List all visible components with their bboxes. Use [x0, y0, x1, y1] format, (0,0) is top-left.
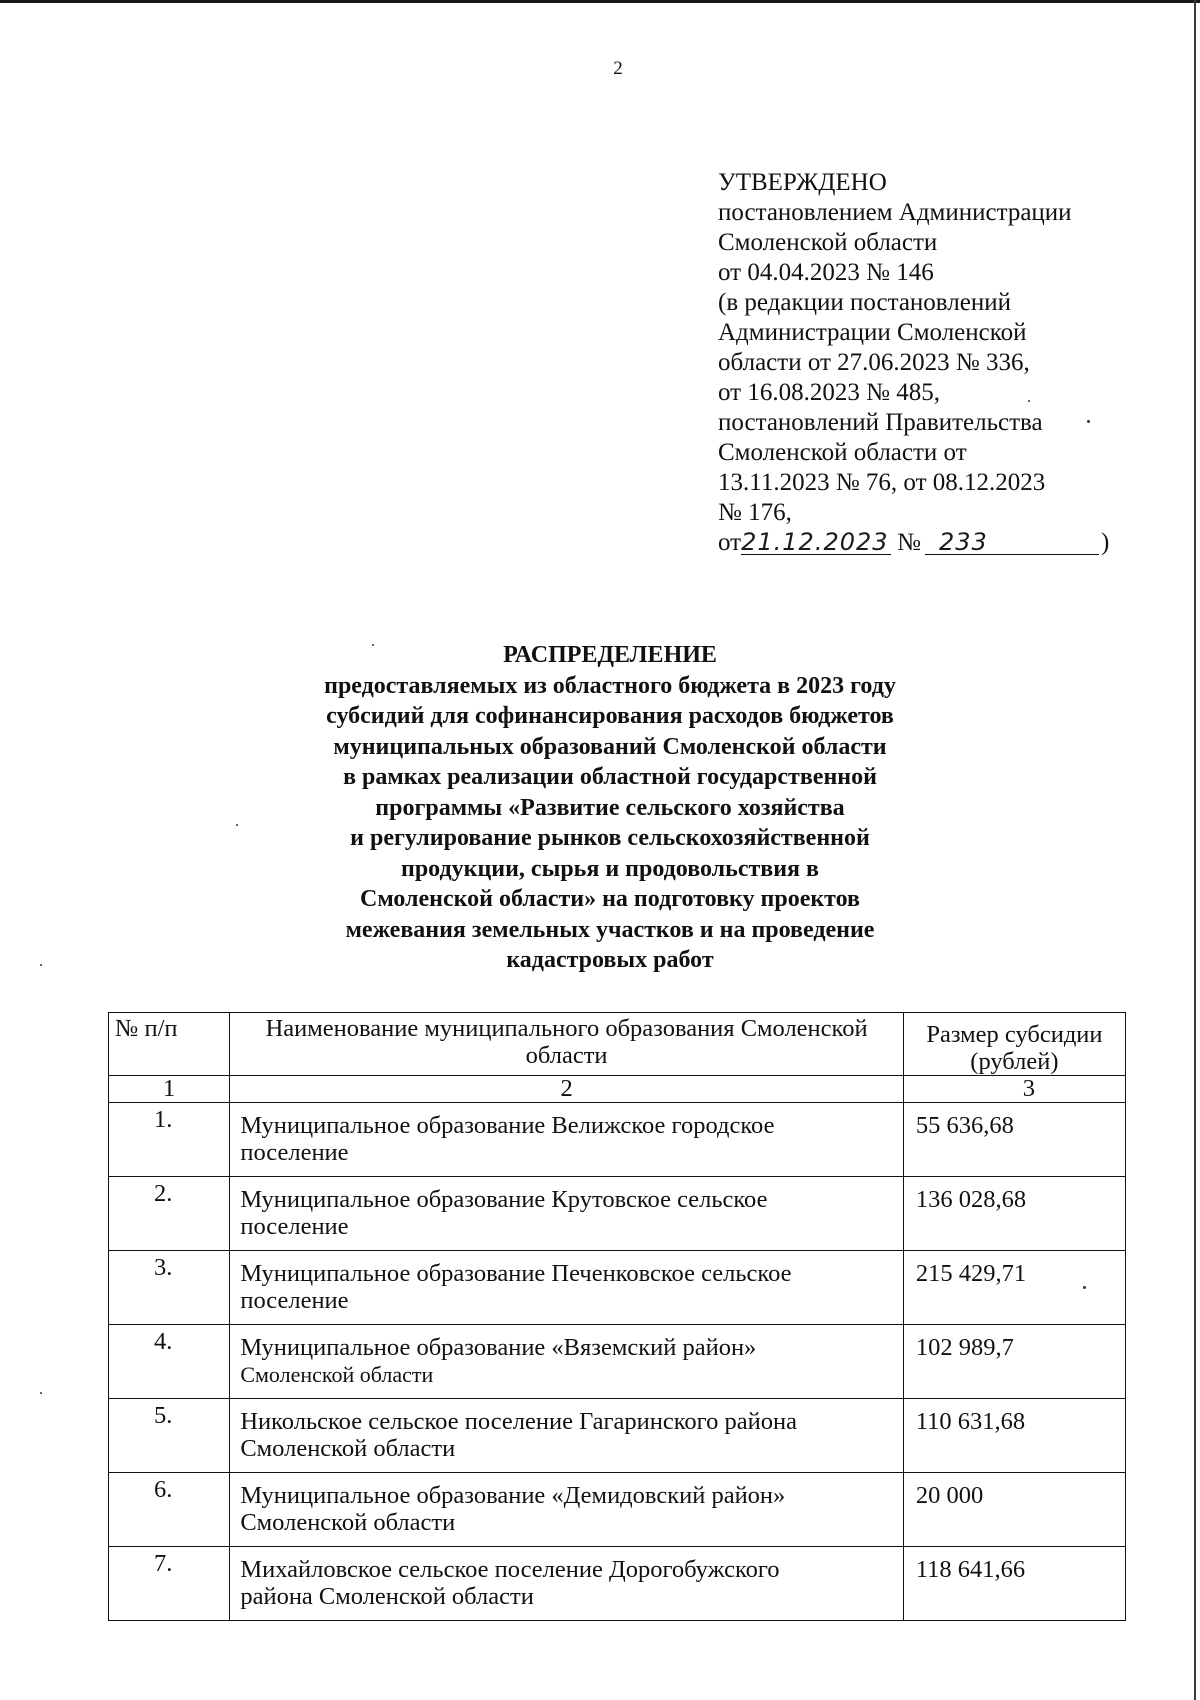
- handwritten-date: 21.12.2023: [741, 530, 891, 555]
- page-number: 2: [613, 58, 623, 79]
- table-header-row: [109, 1013, 1126, 1076]
- approval-line: от 04.04.2023 № 146: [718, 259, 934, 286]
- subsidy-amount: 215 429,71: [903, 1251, 1125, 1325]
- title-line: кадастровых работ: [506, 947, 714, 973]
- table-row: [109, 1103, 1126, 1177]
- header-name: Наименование муниципального образования Смоленской области: [230, 1013, 904, 1076]
- table-row: [109, 1177, 1126, 1251]
- table-row: [109, 1473, 1126, 1547]
- name-line: Муниципальное образование Печенковское сельское: [240, 1260, 792, 1287]
- municipality-name: [230, 1547, 904, 1621]
- approval-line: постановлений Правительства: [718, 409, 1043, 436]
- subsidy-distribution-table: [108, 1012, 1126, 1621]
- row-number: 6.: [109, 1473, 230, 1547]
- municipality-name: [230, 1177, 904, 1251]
- subsidy-amount: 110 631,68: [903, 1399, 1125, 1473]
- approval-closing: ): [1100, 529, 1110, 556]
- municipality-name: [230, 1325, 904, 1399]
- approval-line: от 16.08.2023 № 485,: [718, 379, 940, 406]
- municipality-name: [230, 1103, 904, 1177]
- scan-top-edge: [0, 0, 1200, 3]
- title-line: Смоленской области» на подготовку проектов: [359, 886, 861, 912]
- approval-line: Администрации Смоленской: [718, 319, 1027, 346]
- scan-speck: [40, 1392, 42, 1394]
- scan-speck: [236, 824, 238, 826]
- name-line: поселение: [240, 1213, 349, 1240]
- municipality-name: [230, 1399, 904, 1473]
- title-line: и регулирование рынков сельскохозяйственной: [350, 825, 870, 851]
- table-row: [109, 1399, 1126, 1473]
- name-line: района Смоленской области: [240, 1583, 534, 1610]
- column-index-row: [109, 1076, 1126, 1103]
- title-line: программы «Развитие сельского хозяйства: [375, 794, 845, 821]
- approval-stamp: [718, 168, 1138, 558]
- approval-line: УТВЕРЖДЕНО: [718, 169, 887, 196]
- title-line: межевания земельных участков и на проведение: [345, 916, 875, 943]
- scan-speck: [1083, 1286, 1086, 1289]
- scan-speck: [1028, 400, 1030, 402]
- table-row: [109, 1325, 1126, 1399]
- scan-right-edge: [1194, 0, 1196, 1700]
- subsidy-amount: 55 636,68: [903, 1103, 1125, 1177]
- approval-line: области от 27.06.2023 № 336,: [718, 349, 1030, 376]
- subsidy-amount: 20 000: [903, 1473, 1125, 1547]
- name-line: поселение: [240, 1287, 349, 1314]
- name-line: Муниципальное образование «Демидовский район»: [240, 1482, 786, 1509]
- subsidy-amount: 102 989,7: [903, 1325, 1125, 1399]
- approval-signature-line: [718, 528, 1138, 558]
- approval-line: (в редакции постановлений: [718, 289, 1011, 316]
- approval-prefix: от: [718, 529, 742, 556]
- title-heading: РАСПРЕДЕЛЕНИЕ: [503, 642, 717, 668]
- row-number: 7.: [109, 1547, 230, 1621]
- column-index: 3: [903, 1076, 1125, 1103]
- table-row: [109, 1547, 1126, 1621]
- title-line: субсидий для софинансирования расходов бюджетов: [326, 703, 894, 729]
- name-line: Никольское сельское поселение Гагаринского района: [240, 1408, 797, 1435]
- row-number: 2.: [109, 1177, 230, 1251]
- approval-line: постановлением Администрации: [718, 199, 1072, 226]
- approval-line: № 176,: [718, 499, 792, 526]
- number-sign: №: [897, 529, 921, 556]
- title-line: продукции, сырья и продовольствия в: [400, 855, 820, 882]
- name-line: Муниципальное образование «Вяземский район»: [240, 1334, 757, 1361]
- subsidy-amount: 118 641,66: [903, 1547, 1125, 1621]
- scan-speck: [372, 644, 374, 646]
- handwritten-number: 233: [925, 530, 1099, 555]
- name-line: Муниципальное образование Велижское городское: [240, 1112, 775, 1139]
- title-line: предоставляемых из областного бюджета в 2023 году: [324, 672, 896, 699]
- row-number: 3.: [109, 1251, 230, 1325]
- column-index: 1: [109, 1076, 230, 1103]
- title-line: в рамках реализации областной государственной: [343, 764, 877, 790]
- scan-speck: [1087, 420, 1090, 423]
- row-number: 1.: [109, 1103, 230, 1177]
- column-index: 2: [230, 1076, 904, 1103]
- approval-line: 13.11.2023 № 76, от 08.12.2023: [718, 469, 1046, 496]
- approval-line: Смоленской области: [718, 229, 938, 256]
- municipality-name: [230, 1473, 904, 1547]
- header-sum: Размер субсидии (рублей): [903, 1013, 1125, 1076]
- name-line: Смоленской области: [240, 1509, 456, 1536]
- document-title: [250, 640, 970, 976]
- table-row: [109, 1251, 1126, 1325]
- name-line: Смоленской области: [240, 1362, 434, 1387]
- name-line: поселение: [240, 1139, 349, 1166]
- approval-line: Смоленской области от: [718, 439, 967, 466]
- subsidy-amount: 136 028,68: [903, 1177, 1125, 1251]
- row-number: 5.: [109, 1399, 230, 1473]
- scan-speck: [40, 964, 42, 966]
- row-number: 4.: [109, 1325, 230, 1399]
- title-line: муниципальных образований Смоленской области: [333, 733, 887, 760]
- name-line: Муниципальное образование Крутовское сельское: [240, 1186, 768, 1213]
- name-line: Смоленской области: [240, 1435, 456, 1462]
- header-num: № п/п: [109, 1013, 230, 1076]
- name-line: Михайловское сельское поселение Дорогобужского: [240, 1556, 780, 1583]
- municipality-name: [230, 1251, 904, 1325]
